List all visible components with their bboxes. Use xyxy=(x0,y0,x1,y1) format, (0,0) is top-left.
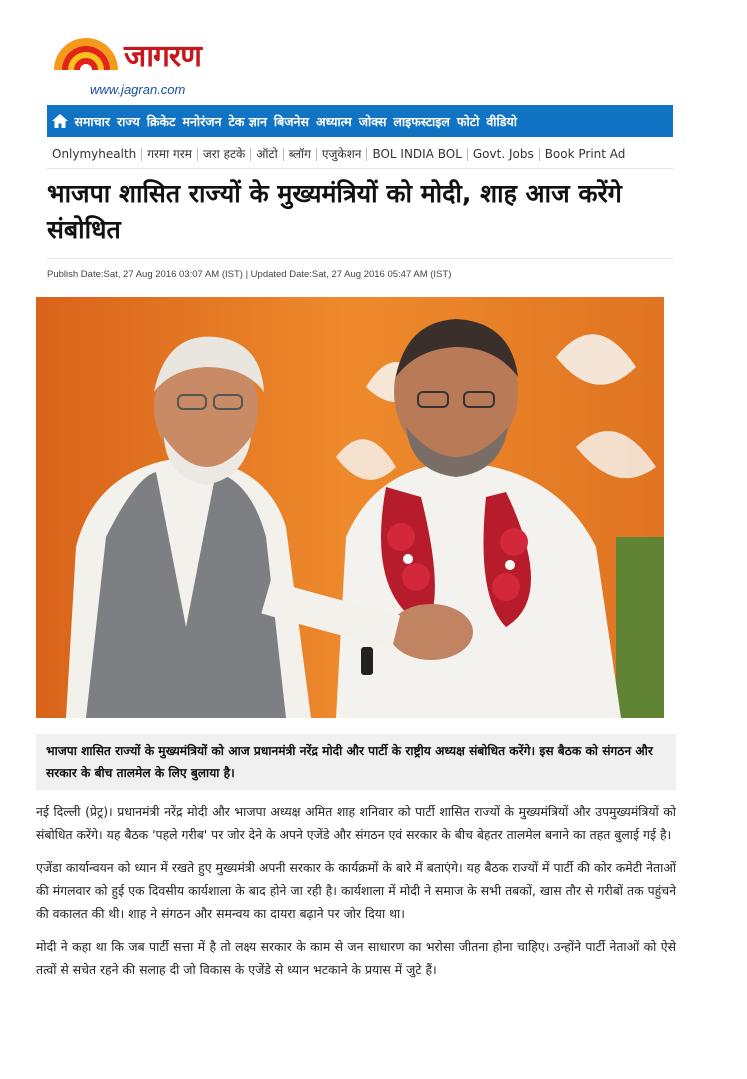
photo-two-men-illustration xyxy=(36,297,664,718)
subnav-item-bol-india-bol[interactable]: BOL INDIA BOL xyxy=(367,148,467,161)
main-nav xyxy=(47,105,673,137)
subnav-item-zara-hatke[interactable]: जरा हटके xyxy=(198,148,251,161)
site-logo[interactable] xyxy=(52,32,272,74)
nav-item-entertainment[interactable]: मनोरंजन xyxy=(182,113,222,129)
nav-item-cricket[interactable]: क्रिकेट xyxy=(146,113,176,129)
nav-item-spirituality[interactable]: अध्यात्म xyxy=(315,113,352,129)
subnav-item-onlymyhealth[interactable]: Onlymyhealth xyxy=(47,148,142,161)
nav-item-news[interactable]: समाचार xyxy=(74,113,110,129)
nav-item-tech[interactable]: टेक ज्ञान xyxy=(228,113,267,129)
logo-sun-icon xyxy=(52,32,122,72)
subnav-item-book-print-ad[interactable]: Book Print Ad xyxy=(544,146,626,161)
nav-item-jokes[interactable]: जोक्स xyxy=(358,113,387,129)
sub-nav xyxy=(47,140,673,169)
caption-text: भाजपा शासित राज्यों के मुख्यमंत्रियों को आज प्रधानमंत्री नरेंद्र मोदी और पार्टी के राष्ट्रीय अध्यक्ष संबोधित करेंगे। इस बैठक को संगठन और सरकार के बीच तालमेल के लिए बुलाया है। xyxy=(46,744,653,780)
nav-item-lifestyle[interactable]: लाइफस्टाइल xyxy=(393,113,450,129)
subnav-item-auto[interactable]: ऑटो xyxy=(251,148,283,161)
logo-text: जागरण xyxy=(124,39,201,74)
home-icon[interactable] xyxy=(49,105,71,137)
nav-item-business[interactable]: बिजनेस xyxy=(273,113,309,129)
nav-item-video[interactable]: वीडियो xyxy=(486,113,517,129)
nav-item-photo[interactable]: फोटो xyxy=(456,113,480,129)
article-body xyxy=(36,800,676,991)
site-url[interactable]: www.jagran.com xyxy=(90,82,186,97)
subnav-item-garma-garam[interactable]: गरमा गरम xyxy=(142,148,198,161)
article-paragraph: नई दिल्ली (प्रेट्र)। प्रधानमंत्री नरेंद्र मोदी और भाजपा अध्यक्ष अमित शाह शनिवार को पार्टी शासित राज्यों के मुख्यमंत्रियों और उपमुख्यमंत्रियों को संबोधित करेंगे। यह बैठक 'पहले गरीब' पर जोर देने के अपने एजेंडे और संगठन एवं सरकार के बीच बेहतर तालमेल बनाने का तहत बुलाई गई है। xyxy=(36,804,676,842)
subnav-item-govt-jobs[interactable]: Govt. Jobs xyxy=(468,148,540,161)
nav-item-states[interactable]: राज्य xyxy=(116,113,140,129)
subnav-item-blog[interactable]: ब्लॉग xyxy=(284,148,317,161)
article-photo xyxy=(36,297,664,718)
subnav-item-education[interactable]: एजुकेशन xyxy=(317,148,368,161)
article-headline: भाजपा शासित राज्यों के मुख्यमंत्रियों को मोदी, शाह आज करेंगे संबोधित xyxy=(47,179,622,244)
article-publish-meta: Publish Date:Sat, 27 Aug 2016 03:07 AM (IST) | Updated Date:Sat, 27 Aug 2016 05:47 AM (IST) xyxy=(47,258,673,280)
photo-caption xyxy=(36,734,676,790)
article-paragraph: मोदी ने कहा था कि जब पार्टी सत्ता में है तो लक्ष्य सरकार के काम से जन साधारण का भरोसा जीतना होना चाहिए। उन्होंने पार्टी नेताओं को ऐसे तत्वों से सचेत रहने की सलाह दी जो विकास के एजेंडे से ध्यान भटकाने के प्रयास में जुटे हैं। xyxy=(36,939,676,977)
article-paragraph: एजेंडा कार्यान्वयन को ध्यान में रखते हुए मुख्यमंत्री अपनी सरकार के कार्यक्रमों के बारे में बताएंगे। यह बैठक राज्यों में पार्टी की कोर कमेटी नेताओं की मंगलवार को हुई एक दिवसीय कार्यशाला के बाद होने जा रही है। कार्यशाला में मोदी ने समाज के सभी तबकों, खास तौर से गरीबों तक पहुंचने की वकालत की थी। शाह ने संगठन और समन्वय का दायरा बढ़ाने पर जोर दिया था। xyxy=(36,860,676,921)
